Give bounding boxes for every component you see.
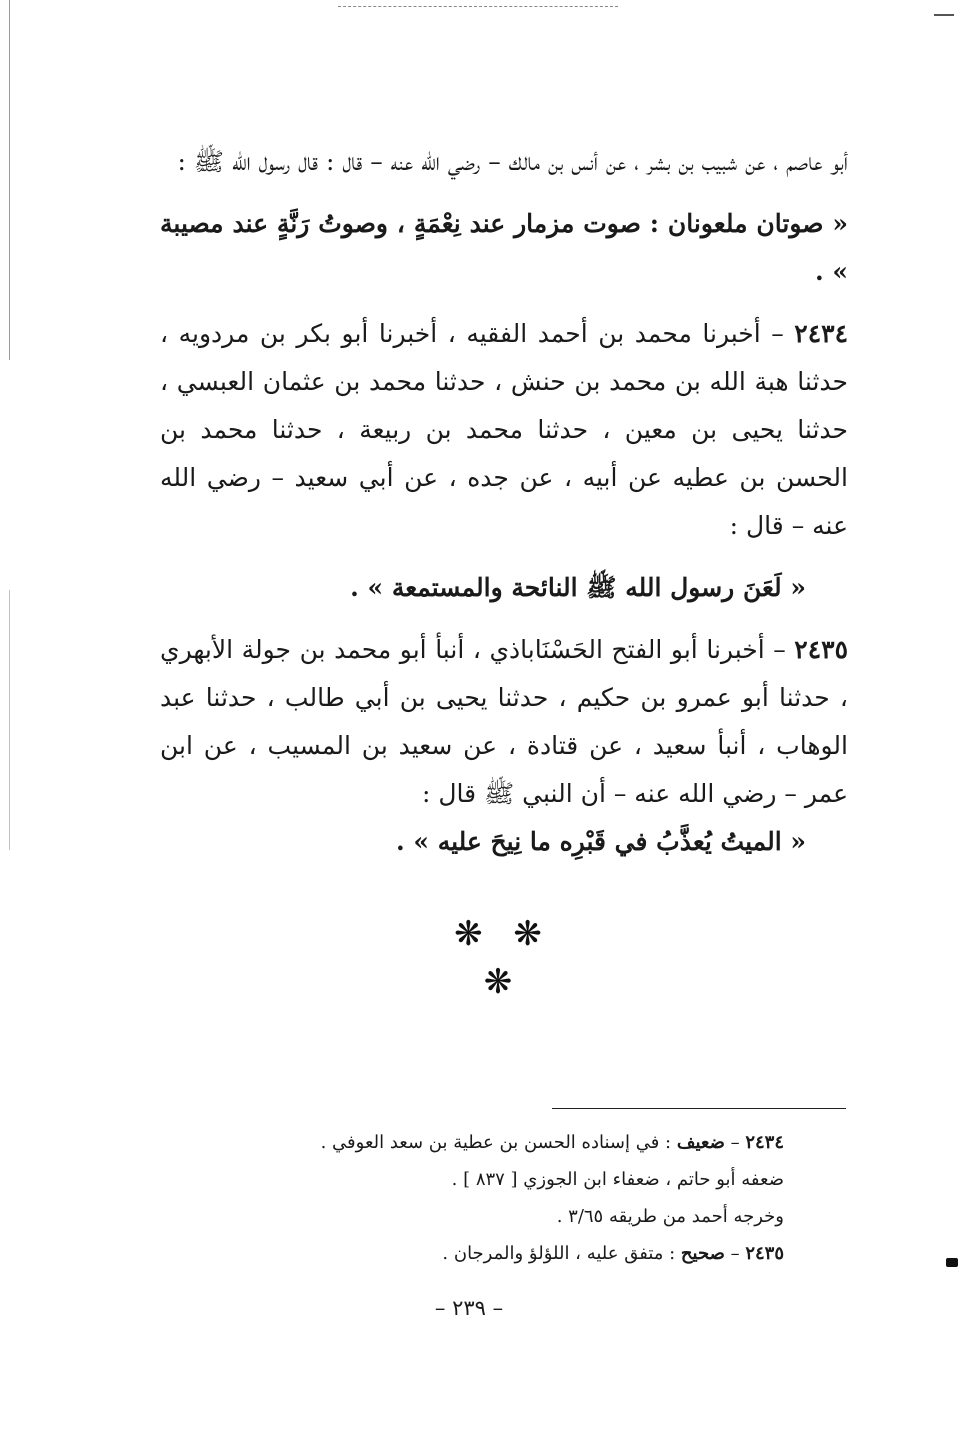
top-dashed-line [338, 6, 618, 7]
entry-2435-number: ٢٤٣٥ [794, 635, 848, 664]
margin-ink-mark [946, 1258, 958, 1267]
section-separator-stars: ❋ ❋ ❋ [454, 914, 552, 1002]
entry-2434-isnad: – أخبرنا محمد بن أحمد الفقيه ، أخبرنا أبو بكر بن مردويه ، حدثنا هبة الله بن محمد بن حنش ، حدثنا محمد بن عثمان العبسي ، حدثنا يحيى بن معين ، حدثنا محمد بن ربيعة ، حدثنا محمد بن الحسن بن عطيه عن أبيه ، عن جده ، عن أبي سعيد – رضي الله عنه – قال : [160, 319, 848, 540]
footnote-divider [552, 1108, 846, 1109]
footnote-2434-grade: ضعيف [676, 1132, 725, 1153]
footnote-2434-number: ٢٤٣٤ [745, 1132, 784, 1153]
footnote-2434-text: : في إسناده الحسن بن عطية بن سعد العوفي . [320, 1132, 677, 1153]
main-text [160, 138, 848, 866]
left-page-edge-lower [9, 590, 10, 850]
hadith-quote-2435: « الميتُ يُعذَّبُ في قَبْرِه ما نِيحَ عليه » . [395, 827, 806, 856]
entry-2435-isnad: – أخبرنا أبو الفتح الحَسْنَاباذي ، أنبأ أبو محمد بن جولة الأبهري ، حدثنا أبو عمرو بن حكيم ، حدثنا يحيى بن أبي طالب ، حدثنا عبد الوهاب ، أنبأ سعيد ، عن قتادة ، عن سعيد بن المسيب ، عن ابن عمر – رضي الله عنه – أن النبي ﷺ قال : [160, 635, 848, 808]
page-number: – ٢٣٩ – [434, 1296, 504, 1320]
entry-2435 [160, 626, 848, 818]
footnote-2434-line-2: ضعفه أبو حاتم ، ضعفاء ابن الجوزي [ ٨٣٧ ] . [451, 1169, 784, 1190]
footnote-2435-dash: – [724, 1243, 746, 1264]
entry-2434-number: ٢٤٣٤ [794, 319, 848, 348]
footnote-2435-text: : متفق عليه ، اللؤلؤ والمرجان . [442, 1243, 681, 1264]
footnote-2434-line-3: وخرجه أحمد من طريقه ٣/٦٥ . [556, 1206, 784, 1227]
hadith-quote-1: « صوتان ملعونان : صوت مزمار عند نِعْمَةٍ ، وصوتُ رَنَّةٍ عند مصيبة » . [160, 209, 848, 286]
left-page-edge [9, 0, 10, 360]
footnote-2434 [250, 1124, 784, 1161]
footnote-2434-dash: – [724, 1132, 746, 1153]
footnote-2435-number: ٢٤٣٥ [745, 1243, 784, 1264]
hadith-quote-2434: « لَعَنَ رسول الله ﷺ النائحة والمستمعة » . [350, 573, 806, 602]
entry-2434 [160, 310, 848, 550]
footnote-2435-grade: صحيح [680, 1243, 725, 1264]
footnotes [250, 1124, 784, 1272]
top-corner-mark [934, 14, 954, 16]
intro-paragraph: أبو عاصم ، عن شبيب بن بشر ، عن أنس بن مالك – رضي الله عنه – قال : قال رسول الله ﷺ : [177, 147, 848, 176]
footnote-2435 [250, 1235, 784, 1272]
